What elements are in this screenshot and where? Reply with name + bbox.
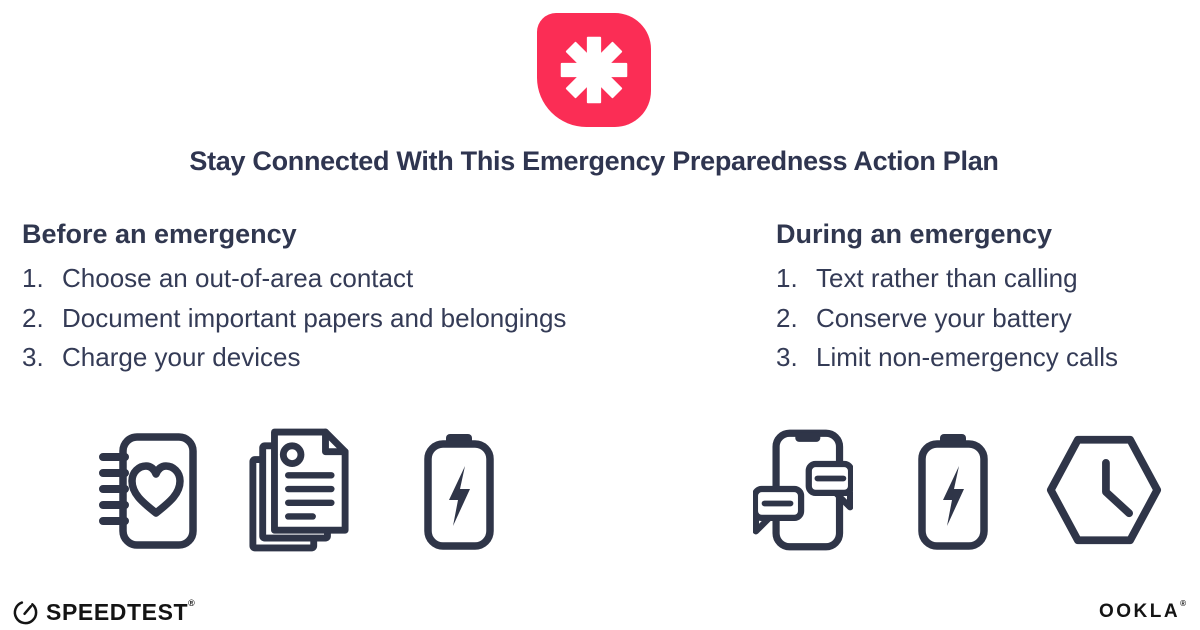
- list-item: [22, 338, 722, 378]
- list-item-text: Conserve your battery: [816, 302, 1072, 333]
- list-item-text: Document important papers and belongings: [62, 302, 567, 333]
- speedtest-gauge-icon: [12, 599, 39, 626]
- asterisk-bubble-svg: [537, 13, 651, 127]
- list-item-text: Text rather than calling: [816, 263, 1078, 293]
- notebook-heart-icon: [93, 432, 197, 550]
- list-item: [776, 299, 1196, 339]
- list-item-text: Charge your devices: [62, 342, 301, 372]
- during-emergency-section: [776, 219, 1196, 378]
- list-item-text: Choose an out-of-area contact: [62, 263, 414, 293]
- during-emergency-heading: During an emergency: [776, 219, 1053, 249]
- medical-asterisk-bubble-icon: [537, 13, 651, 132]
- documents-stack-icon: [247, 427, 351, 553]
- before-emergency-heading: Before an emergency: [22, 219, 297, 249]
- list-item-number: 3.: [22, 342, 44, 372]
- ookla-logo: [1099, 601, 1186, 623]
- battery-charging-icon: [917, 432, 989, 550]
- list-item-number: 3.: [776, 342, 798, 372]
- list-item-text: Limit non-emergency calls: [816, 342, 1119, 372]
- list-item: [22, 259, 722, 299]
- list-item: [776, 259, 1196, 299]
- speedtest-logo: [12, 599, 195, 626]
- list-item: [776, 338, 1196, 378]
- list-item-number: 2.: [22, 302, 44, 333]
- list-item: [22, 299, 722, 339]
- registered-trademark: ®: [188, 598, 196, 608]
- list-item-number: 1.: [22, 263, 44, 293]
- phone-messages-icon: [753, 427, 853, 553]
- battery-charging-icon: [423, 432, 495, 550]
- list-item-number: 1.: [776, 263, 798, 293]
- list-item-number: 2.: [776, 302, 798, 333]
- registered-trademark: ®: [1180, 599, 1186, 608]
- before-emergency-section: [22, 219, 722, 378]
- clock-hexagon-icon: [1045, 433, 1163, 547]
- speedtest-wordmark: SPEEDTEST®: [46, 598, 196, 625]
- page-title: Stay Connected With This Emergency Preparedness Action Plan: [189, 146, 999, 176]
- asterisk-icon: [561, 37, 628, 104]
- ookla-wordmark: OOKLA: [1098, 601, 1181, 622]
